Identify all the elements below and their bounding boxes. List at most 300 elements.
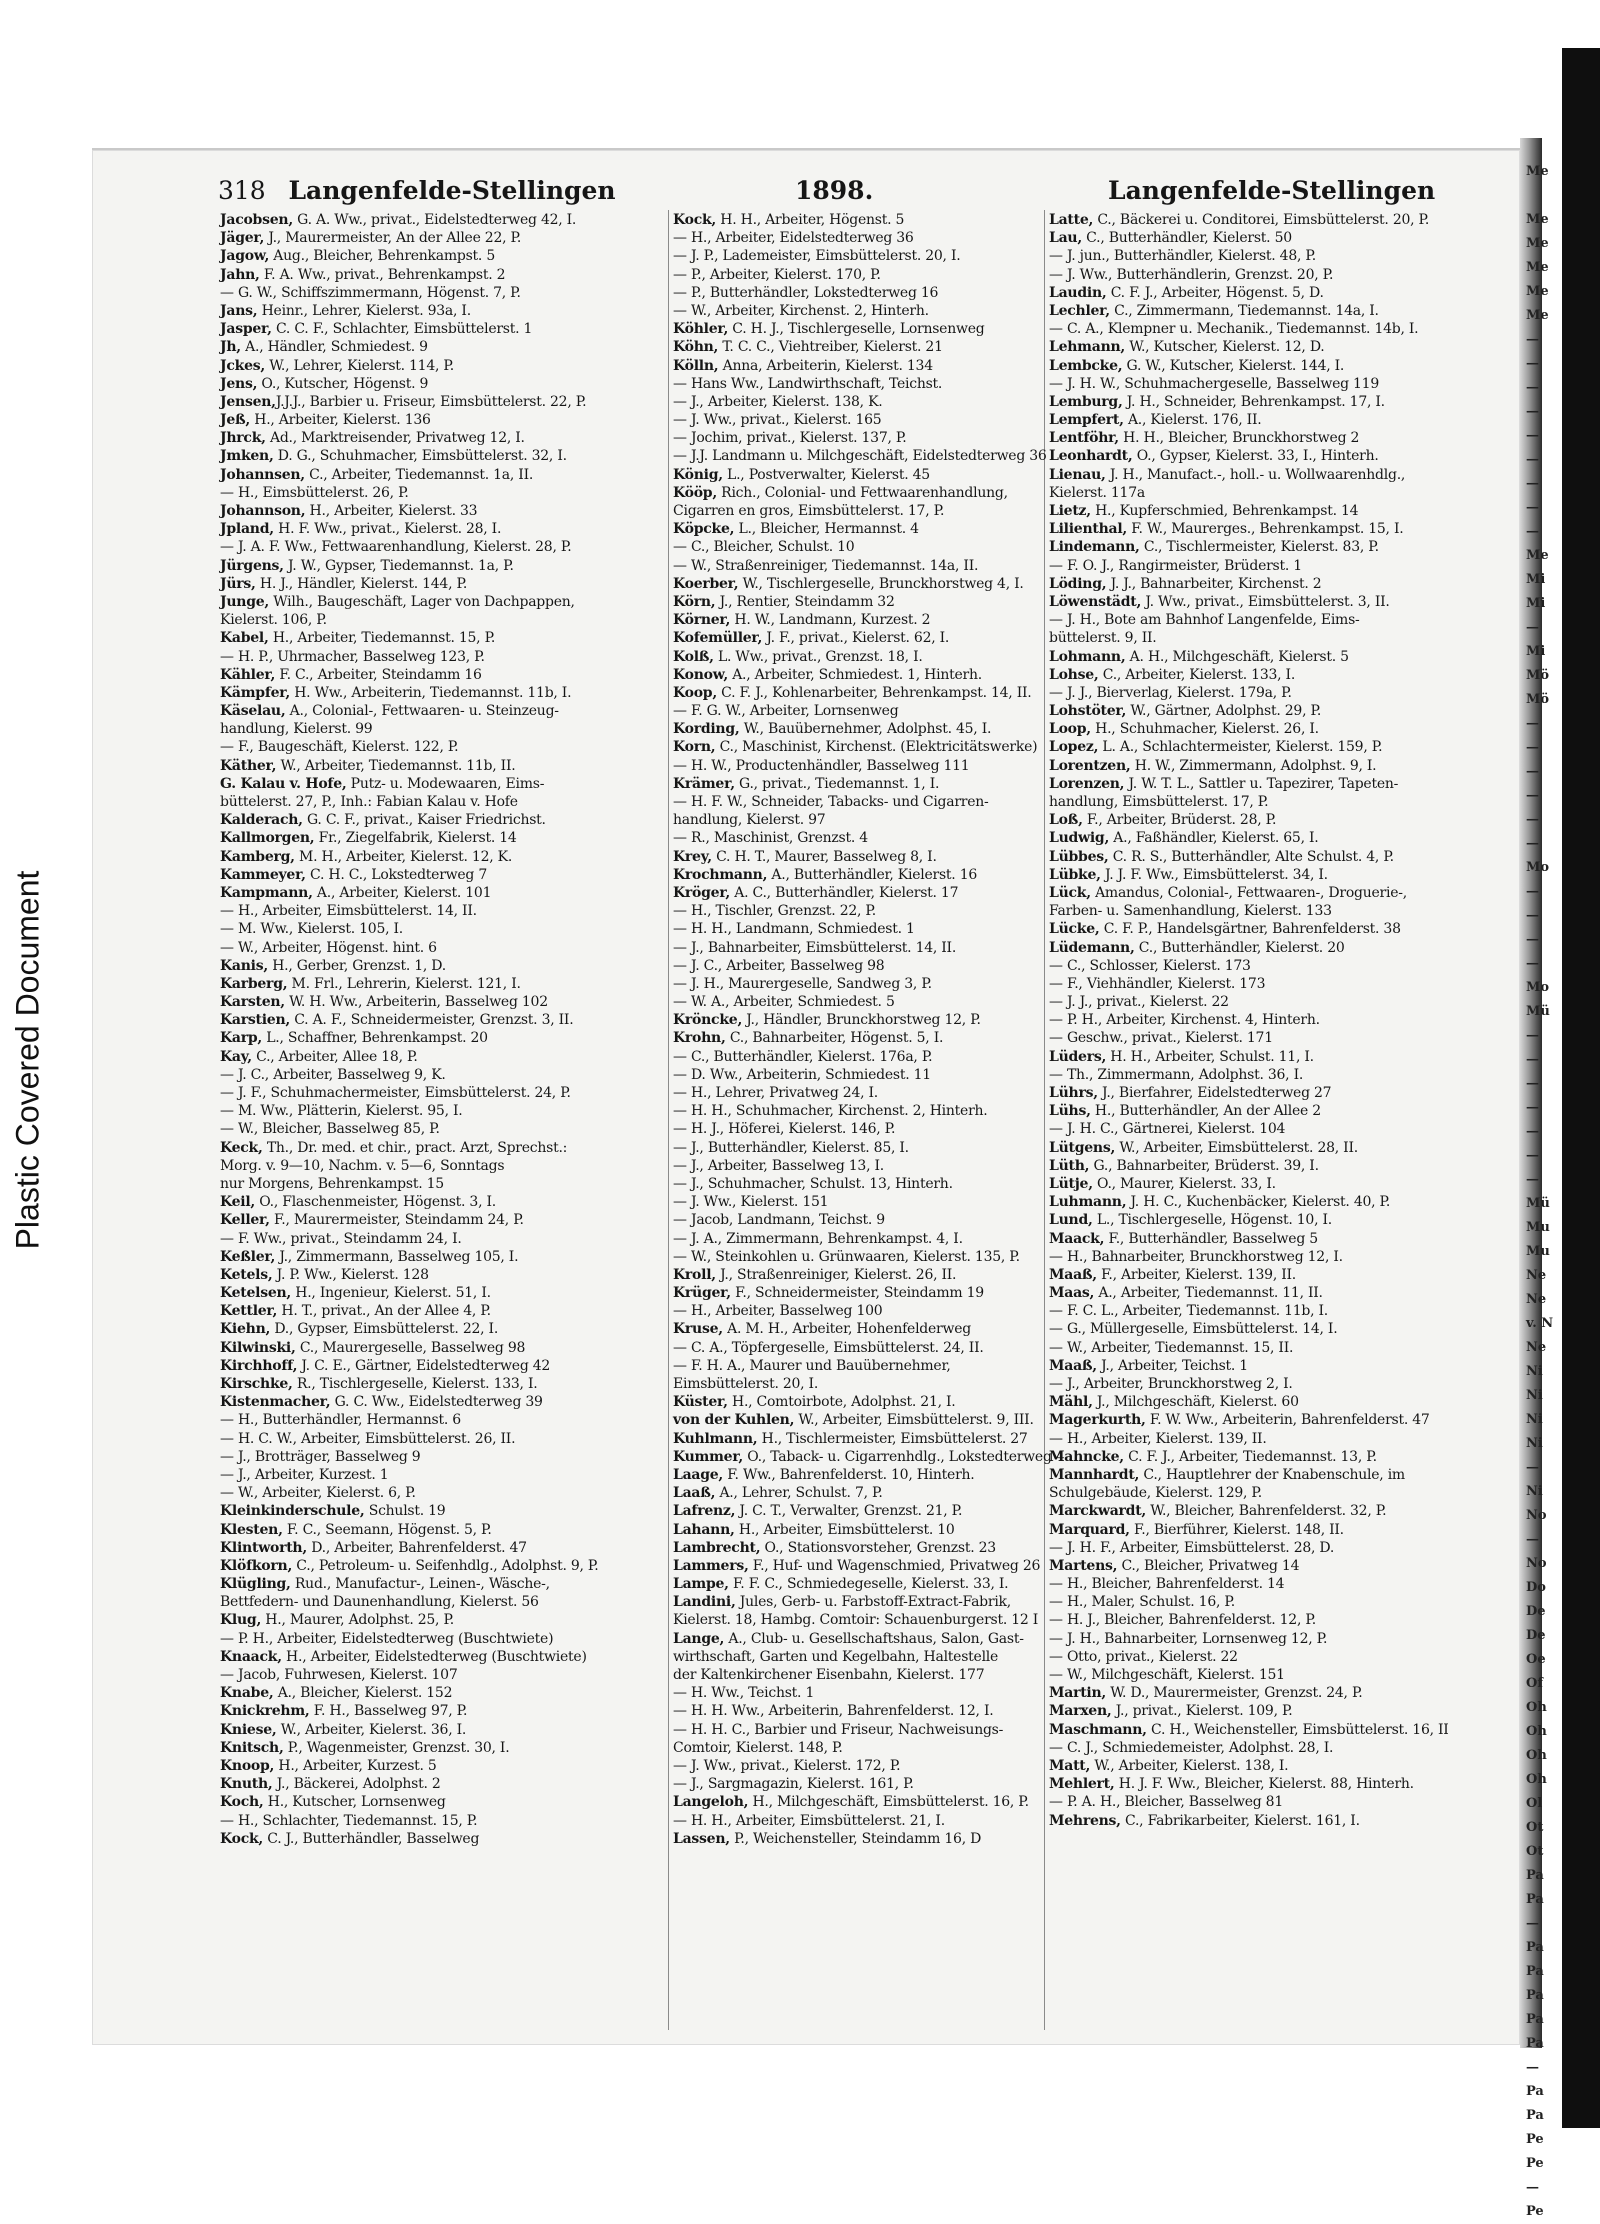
entry-name: Kämpfer,: [220, 684, 291, 701]
directory-entry: [220, 1375, 666, 1393]
entry-details: H., Kupferschmied, Behrenkampst. 14: [1090, 503, 1359, 519]
entry-details: J. F., privat., Kielerst. 62, I.: [762, 630, 950, 647]
entry-details: W. H. Ww., Arbeiterin, Basselweg 102: [284, 994, 548, 1011]
entry-details: — J. J., privat., Kielerst. 22: [1049, 994, 1229, 1011]
directory-entry: [673, 1175, 1043, 1193]
entry-details: — H. P., Uhrmacher, Basselweg 123, P.: [220, 648, 485, 665]
directory-entry: [220, 1357, 666, 1375]
entry-details: — J. H. C., Gärtnerei, Kielerst. 104: [1049, 1121, 1286, 1138]
entry-name: Jans,: [220, 302, 258, 319]
entry-details: C., Arbeiter, Tiedemannst. 1a, II.: [304, 466, 534, 483]
entry-name: Koch,: [220, 1794, 264, 1811]
directory-entry: [220, 1302, 666, 1320]
entry-details: — H. H., Arbeiter, Eimsbüttelerst. 21, I.: [673, 1812, 945, 1829]
entry-name: Lau,: [1049, 230, 1082, 247]
adjacent-page-fragment: —: [1526, 1460, 1539, 1475]
entry-name: Mahncke,: [1049, 1448, 1124, 1465]
adjacent-page-fragment: —: [1526, 884, 1539, 899]
adjacent-page-fragment: —: [1526, 428, 1539, 443]
entry-details: M. H., Arbeiter, Kielerst. 12, K.: [294, 848, 513, 865]
entry-name: Kolß,: [673, 648, 714, 665]
entry-name: Lüth,: [1049, 1157, 1090, 1174]
directory-entry: [220, 993, 666, 1011]
entry-name: Jacobsen,: [220, 212, 293, 228]
entry-name: Kirchhoff,: [220, 1357, 298, 1374]
directory-entry: [673, 1230, 1043, 1248]
entry-name: Koerber,: [673, 575, 739, 592]
directory-column-right: [1049, 211, 1517, 2031]
directory-entry: [220, 1430, 666, 1448]
entry-name: Lambrecht,: [673, 1539, 761, 1556]
adjacent-page-fragment: —: [1526, 764, 1539, 779]
entry-details: J. C. T., Verwalter, Grenzst. 21, P.: [735, 1503, 963, 1520]
entry-name: Kamberg,: [220, 848, 295, 865]
directory-entry: [1049, 429, 1517, 447]
entry-name: Käselau,: [220, 703, 286, 720]
entry-details: Rud., Manufactur-, Leinen-, Wäsche-,: [290, 1576, 550, 1593]
entry-details: J. H., Schneider, Behrenkampst. 17, I.: [1122, 393, 1385, 410]
adjacent-page-fragment: —: [1526, 620, 1539, 635]
entry-name: Klintworth,: [220, 1539, 307, 1556]
entry-details: C., Maurergeselle, Basselweg 98: [295, 1339, 526, 1356]
entry-name: Krüger,: [673, 1285, 731, 1302]
adjacent-page-fragment: —: [1526, 380, 1539, 395]
entry-details: — H. F. W., Schneider, Tabacks- und Cigarren-: [673, 794, 989, 810]
entry-details: J., Milchgeschäft, Kielerst. 60: [1092, 1394, 1299, 1411]
entry-name: Jpland,: [220, 521, 274, 538]
entry-details: — H., Bleicher, Bahrenfelderst. 14: [1049, 1576, 1285, 1593]
directory-entry: [220, 1575, 666, 1593]
entry-details: — W., Arbeiter, Högenst. hint. 6: [220, 939, 437, 956]
entry-details: F., Schneidermeister, Steindamm 19: [730, 1285, 984, 1302]
entry-details: C., Bleicher, Privatweg 14: [1117, 1557, 1300, 1574]
entry-name: Laudin,: [1049, 284, 1107, 301]
adjacent-page-fragment: —: [1526, 740, 1539, 755]
entry-details: — J. Ww., Kielerst. 151: [673, 1194, 829, 1211]
directory-entry: [1049, 1120, 1517, 1138]
entry-name: Lafrenz,: [673, 1503, 736, 1520]
adjacent-page-fragment: Ne: [1526, 1268, 1547, 1283]
entry-name: Langeloh,: [673, 1794, 749, 1811]
adjacent-page-fragment: Mu: [1526, 1244, 1550, 1259]
directory-column-left: [220, 211, 666, 2031]
entry-details: — F. C. L., Arbeiter, Tiedemannst. 11b, I.: [1049, 1303, 1329, 1320]
entry-details: — H. J., Höferei, Kielerst. 146, P.: [673, 1121, 896, 1138]
directory-entry: [673, 666, 1043, 684]
directory-entry: [673, 411, 1043, 429]
entry-details: A., Club- u. Gesellschaftshaus, Salon, Gast-: [724, 1630, 1024, 1647]
directory-entry: [1049, 1248, 1517, 1266]
entry-details: F. A. Ww., privat., Behrenkampst. 2: [259, 266, 506, 283]
entry-name: Kleinkinderschule,: [220, 1503, 365, 1520]
entry-details: W., Arbeiter, Tiedemannst. 11b, II.: [276, 757, 516, 774]
directory-entry: [673, 957, 1043, 975]
directory-entry: [1049, 848, 1517, 866]
entry-details: A., Kielerst. 176, II.: [1123, 412, 1262, 429]
entry-details: Morg. v. 9—10, Nachm. v. 5—6, Sonntags: [220, 1157, 505, 1174]
directory-entry: [673, 1048, 1043, 1066]
entry-name: Körn,: [673, 593, 716, 610]
directory-entry: [1049, 1557, 1517, 1575]
adjacent-page-fragment: Pa: [1526, 1940, 1544, 1955]
entry-details: L., Tischlergeselle, Högenst. 10, I.: [1092, 1212, 1332, 1229]
directory-entry: [673, 884, 1043, 902]
entry-details: — H., Lehrer, Privatweg 24, I.: [673, 1085, 878, 1101]
entry-name: Ketelsen,: [220, 1285, 292, 1302]
directory-entry: [1049, 1230, 1517, 1248]
directory-entry: [673, 375, 1043, 393]
entry-name: Krey,: [673, 848, 712, 865]
adjacent-page-fragment: Me: [1526, 260, 1549, 275]
entry-name: Jeß,: [220, 412, 251, 429]
adjacent-page-fragment: —: [1526, 1100, 1539, 1115]
entry-details: J. C. E., Gärtner, Eidelstedterweg 42: [297, 1357, 551, 1374]
adjacent-page-fragment: Mi: [1526, 572, 1546, 587]
entry-details: Bettfedern- und Daunenhandlung, Kielerst. 56: [220, 1594, 539, 1611]
entry-name: König,: [673, 466, 723, 483]
entry-details: F. W. Ww., Arbeiterin, Bahrenfelderst. 47: [1145, 1412, 1430, 1429]
entry-details: P., Weichensteller, Steindamm 16, D: [729, 1830, 982, 1847]
entry-name: Jürgens,: [220, 557, 284, 574]
entry-name: Knabe,: [220, 1685, 274, 1702]
entry-name: Latte,: [1049, 212, 1094, 228]
directory-entry: [1049, 284, 1517, 302]
entry-details: A., Butterhändler, Kielerst. 16: [767, 866, 978, 883]
directory-entry: [1049, 648, 1517, 666]
entry-name: Köhn,: [673, 339, 719, 356]
directory-entry: [220, 1684, 666, 1702]
adjacent-page-fragment: Ne: [1526, 1292, 1547, 1307]
entry-name: Lührs,: [1049, 1085, 1098, 1101]
directory-entry: [220, 1066, 666, 1084]
adjacent-page-fragment: —: [1526, 836, 1539, 851]
adjacent-page-fragment: Pa: [1526, 2108, 1544, 2123]
entry-details: büttelerst. 27, P., Inh.: Fabian Kalau v. Hofe: [220, 794, 518, 810]
entry-details: — Otto, privat., Kielerst. 22: [1049, 1648, 1238, 1665]
entry-name: Kruse,: [673, 1321, 723, 1338]
entry-details: J. H., Manufact.-, holl.- u. Wollwaarenhdlg.,: [1105, 466, 1406, 483]
directory-entry: [1049, 1339, 1517, 1357]
entry-details: J., Straßenreiniger, Kielerst. 26, II.: [715, 1266, 957, 1283]
entry-details: Kielerst. 18, Hambg. Comtoir: Schauenburgerst. 12 I: [673, 1612, 1039, 1629]
directory-entry: [673, 1375, 1043, 1393]
entry-name: Kuhlmann,: [673, 1430, 758, 1447]
entry-details: — W., Bleicher, Basselweg 85, P.: [220, 1121, 440, 1138]
entry-name: Klug,: [220, 1612, 262, 1629]
adjacent-page-fragment: —: [1526, 1124, 1539, 1139]
directory-entry: [220, 1466, 666, 1484]
entry-details: H. F. Ww., privat., Kielerst. 28, I.: [273, 521, 502, 538]
entry-name: Leonhardt,: [1049, 448, 1133, 465]
adjacent-page-fragment: Pe: [1526, 2204, 1544, 2219]
directory-entry: [220, 1666, 666, 1684]
entry-details: Schulst. 19: [364, 1503, 446, 1520]
entry-name: Lindemann,: [1049, 539, 1140, 556]
entry-details: Putz- u. Modewaaren, Eims-: [346, 775, 545, 792]
page-title-left: Langenfelde-Stellingen: [288, 176, 616, 205]
directory-entry: [220, 1557, 666, 1575]
entry-name: Maack,: [1049, 1230, 1105, 1247]
directory-entry: [1049, 1084, 1517, 1102]
directory-entry: [1049, 975, 1517, 993]
entry-details: — H. C. W., Arbeiter, Eimsbüttelerst. 26, II.: [220, 1430, 516, 1447]
entry-name: Laaß,: [673, 1485, 716, 1502]
entry-details: H. J. F. Ww., Bleicher, Kielerst. 88, Hinterh.: [1114, 1776, 1414, 1793]
adjacent-page-fragment: Ni: [1526, 1436, 1543, 1451]
entry-name: Keil,: [220, 1194, 256, 1211]
directory-entry: [673, 848, 1043, 866]
entry-details: W., Arbeiter, Kielerst. 36, I.: [276, 1721, 467, 1738]
entry-details: handlung, Kielerst. 97: [673, 812, 826, 829]
entry-details: der Kaltenkirchener Eisenbahn, Kielerst. 177: [673, 1667, 985, 1683]
entry-details: W., Bleicher, Bahrenfelderst. 32, P.: [1146, 1503, 1387, 1520]
adjacent-page-fragment: De: [1526, 1628, 1546, 1643]
directory-entry: [1049, 884, 1517, 902]
directory-entry: [673, 866, 1043, 884]
directory-entry: [1049, 1266, 1517, 1284]
directory-entry: [673, 1448, 1065, 1466]
directory-entry: [1049, 520, 1517, 538]
directory-entry: [1049, 1539, 1517, 1557]
entry-details: L., Schaffner, Behrenkampst. 20: [262, 1030, 488, 1047]
directory-entry: [1049, 1648, 1517, 1666]
adjacent-page-fragment: Mo: [1526, 980, 1550, 995]
entry-details: Aug., Bleicher, Behrenkampst. 5: [269, 248, 495, 265]
scan-border-bar: [1562, 48, 1600, 2128]
directory-entry: [1049, 1593, 1517, 1611]
directory-entry: [1049, 666, 1517, 684]
directory-entry: [1049, 593, 1517, 611]
directory-entry: [1049, 1757, 1517, 1775]
directory-entry: [673, 1793, 1043, 1811]
entry-details: — F. G. W., Arbeiter, Lornsenweg: [673, 703, 899, 720]
entry-details: Fr., Ziegelfabrik, Kielerst. 14: [314, 830, 517, 847]
directory-entry: [673, 1630, 1043, 1648]
entry-details: F., Maurermeister, Steindamm 24, P.: [269, 1212, 524, 1229]
entry-details: Cigarren en gros, Eimsbüttelerst. 17, P.: [673, 503, 945, 519]
entry-name: Löding,: [1049, 575, 1107, 592]
entry-name: Jens,: [220, 375, 258, 392]
directory-entry: [220, 447, 666, 465]
entry-details: A. H., Milchgeschäft, Kielerst. 5: [1125, 648, 1349, 665]
directory-entry: [673, 1157, 1043, 1175]
adjacent-page-strip: [1526, 160, 1562, 2219]
directory-entry: [220, 1702, 666, 1720]
adjacent-page-fragment: Mü: [1526, 1004, 1550, 1019]
entry-details: W., Arbeiter, Eimsbüttelerst. 28, II.: [1115, 1139, 1358, 1156]
directory-entry: [1049, 357, 1517, 375]
entry-details: — J. jun., Butterhändler, Kielerst. 48, P.: [1049, 248, 1316, 265]
column-divider: [668, 210, 669, 2030]
adjacent-page-fragment: —: [1526, 1052, 1539, 1067]
entry-name: Jasper,: [220, 321, 272, 338]
directory-entry: [1049, 266, 1517, 284]
entry-details: J. J., Bahnarbeiter, Kirchenst. 2: [1106, 575, 1322, 592]
entry-details: A. M. H., Arbeiter, Hohenfelderweg: [722, 1321, 971, 1338]
entry-name: Lange,: [673, 1630, 725, 1647]
entry-details: O., Maurer, Kielerst. 33, I.: [1092, 1175, 1276, 1192]
adjacent-page-fragment: No: [1526, 1556, 1547, 1571]
adjacent-page-fragment: Ni: [1526, 1412, 1543, 1427]
entry-name: Klesten,: [220, 1521, 283, 1538]
entry-details: J., Bierfahrer, Eidelstedterweg 27: [1097, 1085, 1332, 1101]
entry-details: C. H., Weichensteller, Eimsbüttelerst. 16, II: [1146, 1721, 1449, 1738]
entry-name: Kalderach,: [220, 812, 303, 829]
adjacent-page-fragment: —: [1526, 1076, 1539, 1091]
entry-details: — J. H. F., Arbeiter, Eimsbüttelerst. 28, D.: [1049, 1539, 1335, 1556]
directory-entry: [220, 866, 666, 884]
entry-details: H. W., Landmann, Kurzest. 2: [730, 612, 931, 629]
adjacent-page-fragment: —: [1526, 1532, 1539, 1547]
adjacent-page-fragment: Oh: [1526, 1772, 1547, 1787]
entry-details: — W., Milchgeschäft, Kielerst. 151: [1049, 1667, 1285, 1683]
adjacent-page-fragment: v. N: [1526, 1316, 1554, 1331]
entry-name: Körner,: [673, 612, 731, 629]
directory-entry: [1049, 1666, 1517, 1684]
entry-details: — J.J. Landmann u. Milchgeschäft, Eidelstedterweg 36: [673, 448, 1047, 465]
entry-details: J. P. Ww., Kielerst. 128: [272, 1266, 429, 1283]
entry-name: Kröncke,: [673, 1012, 743, 1029]
directory-entry: [673, 1830, 1043, 1848]
entry-name: Kallmorgen,: [220, 830, 315, 847]
entry-details: — F., Baugeschäft, Kielerst. 122, P.: [220, 739, 459, 756]
directory-entry: [673, 1502, 1043, 1520]
entry-details: J. H. C., Kuchenbäcker, Kielerst. 40, P.: [1126, 1194, 1391, 1211]
adjacent-page-fragment: Me: [1526, 308, 1549, 323]
entry-details: D., Gypser, Eimsbüttelerst. 22, I.: [270, 1321, 499, 1338]
entry-details: A., Arbeiter, Tiedemannst. 11, II.: [1094, 1285, 1323, 1302]
entry-details: — J. P., Lademeister, Eimsbüttelerst. 20, I.: [673, 248, 961, 265]
entry-details: F., Arbeiter, Kielerst. 139, II.: [1096, 1266, 1297, 1283]
entry-name: Lübke,: [1049, 866, 1101, 883]
directory-entry: [673, 1757, 1043, 1775]
directory-entry: [673, 702, 1043, 720]
entry-name: Kööp,: [673, 484, 717, 501]
entry-name: Lohstöter,: [1049, 703, 1127, 720]
directory-entry: [673, 1248, 1043, 1266]
entry-details: H. W., Zimmermann, Adolphst. 9, I.: [1130, 757, 1377, 774]
directory-entry: [1049, 684, 1517, 702]
entry-details: J., Bäckerei, Adolphst. 2: [272, 1776, 441, 1793]
entry-details: — H., Arbeiter, Kielerst. 139, II.: [1049, 1430, 1267, 1447]
directory-entry: [673, 338, 1043, 356]
directory-entry: [673, 793, 1043, 811]
entry-name: Karstien,: [220, 1012, 290, 1029]
directory-entry: [220, 1029, 666, 1047]
directory-entry: [220, 848, 666, 866]
entry-details: H. Ww., Arbeiterin, Tiedemannst. 11b, I.: [290, 684, 572, 701]
entry-details: — J. C., Arbeiter, Basselweg 9, K.: [220, 1066, 446, 1083]
directory-entry: [673, 1539, 1043, 1557]
adjacent-page-fragment: Pe: [1526, 2132, 1544, 2147]
entry-name: Lück,: [1049, 884, 1091, 901]
entry-name: Matt,: [1049, 1757, 1091, 1774]
entry-name: Kröger,: [673, 884, 731, 901]
entry-name: Jürs,: [220, 575, 256, 592]
entry-details: — J., Arbeiter, Brunckhorstweg 2, I.: [1049, 1376, 1293, 1392]
entry-details: O., Gypser, Kielerst. 33, I., Hinterh.: [1132, 448, 1379, 465]
entry-details: — F. O. J., Rangirmeister, Brüderst. 1: [1049, 557, 1302, 574]
directory-entry: [1049, 1630, 1517, 1648]
directory-entry: [220, 902, 666, 920]
directory-entry: [1049, 957, 1517, 975]
directory-entry: [673, 1775, 1043, 1793]
entry-name: Kistenmacher,: [220, 1394, 331, 1411]
entry-name: Ludwig,: [1049, 830, 1110, 847]
entry-name: Loop,: [1049, 721, 1091, 738]
directory-entry: [1049, 575, 1517, 593]
entry-details: C., Petroleum- u. Seifenhdlg., Adolphst. 9, P.: [292, 1557, 599, 1574]
adjacent-page-fragment: Mi: [1526, 596, 1546, 611]
directory-entry: [220, 720, 666, 738]
directory-entry: [1049, 1102, 1517, 1120]
entry-name: Jmken,: [220, 448, 274, 465]
entry-details: — J. H., Bote am Bahnhof Langenfelde, Eims-: [1049, 612, 1360, 629]
entry-name: von der Kuhlen,: [673, 1412, 795, 1429]
directory-entry: [220, 1411, 666, 1429]
directory-entry: [673, 757, 1043, 775]
directory-entry: [673, 357, 1043, 375]
directory-entry: [1049, 1066, 1517, 1084]
adjacent-page-fragment: Me: [1526, 212, 1549, 227]
entry-details: — J. H., Bahnarbeiter, Lornsenweg 12, P.: [1049, 1630, 1328, 1647]
directory-entry: [1049, 1575, 1517, 1593]
entry-details: H., Milchgeschäft, Eimsbüttelerst. 16, P.: [748, 1794, 1029, 1811]
directory-entry: [220, 1248, 666, 1266]
entry-details: O., Stationsvorsteher, Grenzst. 23: [760, 1539, 996, 1556]
entry-details: — F., Viehhändler, Kielerst. 173: [1049, 975, 1266, 992]
entry-name: Marxen,: [1049, 1703, 1112, 1720]
entry-details: büttelerst. 9, II.: [1049, 630, 1157, 647]
entry-details: — J. C., Arbeiter, Basselweg 98: [673, 957, 885, 974]
entry-details: A., Arbeiter, Schmiedest. 1, Hinterh.: [728, 666, 982, 683]
directory-entry: [1049, 393, 1517, 411]
directory-entry: [220, 1757, 666, 1775]
adjacent-page-fragment: —: [1526, 476, 1539, 491]
entry-name: Keßler,: [220, 1248, 276, 1265]
entry-name: Kummer,: [673, 1448, 744, 1465]
entry-name: Köpcke,: [673, 521, 735, 538]
adjacent-page-fragment: No: [1526, 1508, 1547, 1523]
entry-details: W., Tischlergeselle, Brunckhorstweg 4, I.: [738, 575, 1024, 592]
entry-details: C., Zimmermann, Tiedemannst. 14a, I.: [1109, 302, 1379, 319]
entry-details: — H., Arbeiter, Eidelstedterweg 36: [673, 230, 914, 247]
directory-entry: [220, 1830, 666, 1848]
directory-entry: [1049, 229, 1517, 247]
entry-name: Johannson,: [220, 503, 306, 519]
entry-name: Jh,: [220, 339, 241, 356]
entry-name: Mehrens,: [1049, 1812, 1121, 1829]
directory-entry: [673, 993, 1043, 1011]
directory-entry: [220, 1339, 666, 1357]
directory-entry: [673, 557, 1043, 575]
entry-details: G. A. Ww., privat., Eidelstedterweg 42, I.: [292, 212, 577, 228]
entry-name: Lampe,: [673, 1576, 729, 1593]
directory-entry: [673, 1575, 1043, 1593]
directory-entry: [220, 520, 666, 538]
entry-details: L., Postverwalter, Kielerst. 45: [722, 466, 930, 483]
directory-entry: [673, 939, 1043, 957]
adjacent-page-fragment: —: [1526, 812, 1539, 827]
directory-entry: [673, 1139, 1043, 1157]
entry-name: Lopez,: [1049, 739, 1099, 756]
directory-entry: [220, 684, 666, 702]
entry-details: H. H., Arbeiter, Schulst. 11, I.: [1106, 1048, 1314, 1065]
directory-entry: [1049, 302, 1517, 320]
directory-entry: [673, 211, 1043, 229]
directory-entry: [673, 302, 1043, 320]
entry-name: Lahann,: [673, 1521, 735, 1538]
